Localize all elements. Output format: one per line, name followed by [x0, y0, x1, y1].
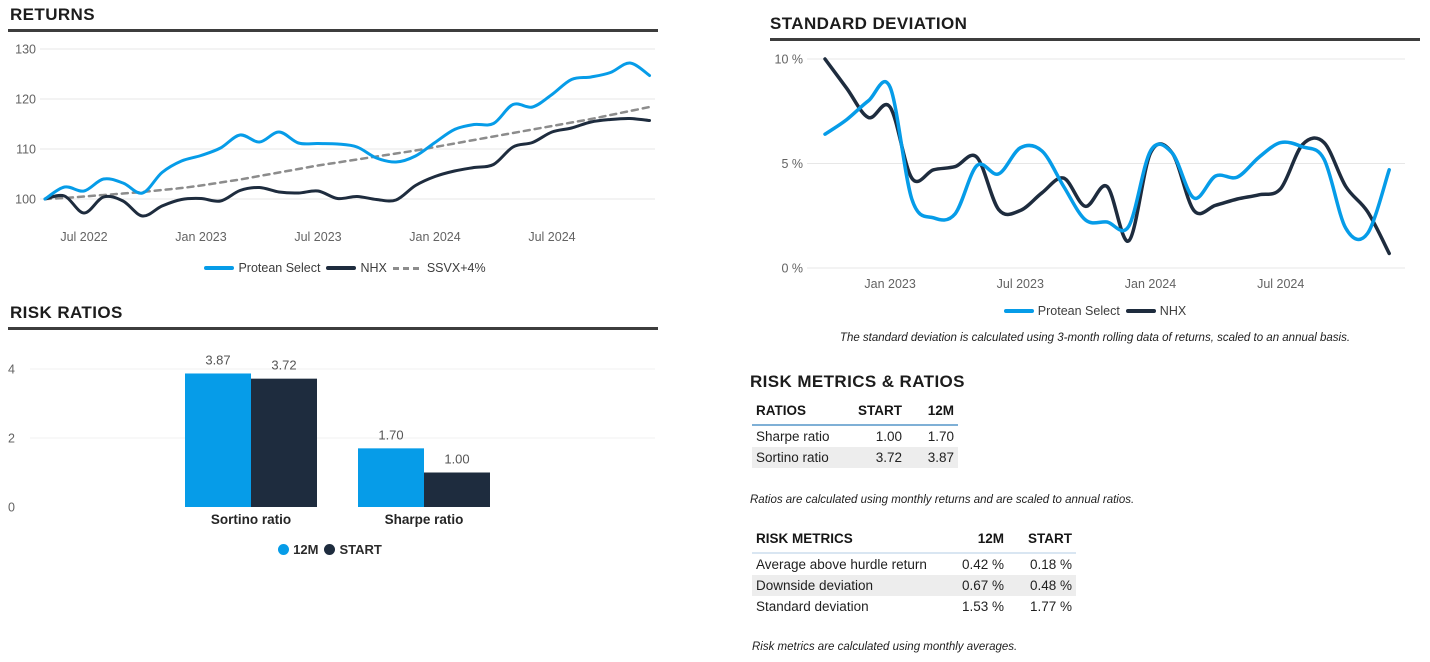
table-row — [752, 447, 958, 468]
table-cell: 0.18 % — [1029, 557, 1072, 572]
y-axis-label: 120 — [15, 92, 36, 107]
ratios-table — [752, 400, 958, 468]
risk-ratios-title: RISK RATIOS — [10, 303, 123, 322]
legend-label: Protean Select — [238, 261, 321, 275]
protean-select-line-icon — [204, 266, 234, 270]
legend-label: START — [339, 542, 382, 557]
protean-select-line-icon — [1004, 309, 1034, 313]
table-cell: 0.48 % — [1029, 578, 1072, 593]
standard-deviation-chart — [745, 44, 1430, 300]
sharpe-ratio-start-bar — [424, 473, 490, 508]
legend-item-ssvx-4 — [393, 261, 486, 275]
data-table — [752, 528, 1076, 617]
standard-deviation-footnote: The standard deviation is calculated using 3-month rolling data of returns, scaled to an annual basis. — [839, 332, 1351, 344]
legend-label: Protean Select — [1037, 304, 1120, 318]
x-axis-label: Jul 2024 — [1257, 277, 1305, 291]
category-label: Sharpe ratio — [384, 512, 464, 527]
returns-title: RETURNS — [10, 5, 95, 24]
y-axis-label: 4 — [8, 362, 15, 377]
x-axis-label: Jan 2024 — [1124, 277, 1177, 291]
table-row — [752, 596, 1076, 617]
y-axis-label: 10 % — [774, 52, 803, 67]
table-cell: 1.53 % — [961, 599, 1004, 614]
x-axis-label: Jan 2023 — [864, 277, 916, 291]
data-table — [752, 400, 958, 468]
ratios-table-footnote: Ratios are calculated using monthly returns and are scaled to annual ratios. — [750, 494, 1135, 506]
column-header: START — [858, 403, 902, 418]
standard-deviation-title: STANDARD DEVIATION — [770, 14, 968, 33]
ssvx-4-line-icon — [393, 267, 423, 270]
legend-label: 12M — [293, 542, 319, 557]
legend-label: NHX — [1159, 304, 1187, 318]
table-cell: 0.67 % — [961, 578, 1004, 593]
bar-data-label: 1.70 — [378, 427, 404, 443]
bar-data-label: 3.72 — [271, 357, 297, 373]
table-cell: Average above hurdle return — [756, 557, 927, 572]
legend-item-nhx — [1126, 304, 1186, 318]
sharpe-ratio-12m-bar — [358, 448, 424, 507]
risk-metrics-title: RISK METRICS & RATIOS — [750, 372, 965, 391]
x-axis-label: Jan 2023 — [175, 230, 227, 244]
table-cell: 1.00 — [875, 429, 902, 444]
y-axis-label: 100 — [15, 192, 36, 207]
y-axis-label: 110 — [16, 142, 36, 157]
risk-ratios-legend — [0, 542, 660, 557]
table-row — [752, 425, 958, 447]
y-axis-label: 2 — [8, 431, 15, 446]
column-header: START — [1028, 531, 1072, 546]
table-header-row — [752, 400, 958, 425]
legend-item-start — [324, 542, 381, 557]
12m-dot-icon — [278, 544, 289, 555]
x-axis-label: Jan 2024 — [409, 230, 461, 244]
table-cell: 3.72 — [875, 450, 902, 465]
returns-legend — [0, 261, 660, 275]
standard-deviation-legend — [785, 304, 1405, 318]
metrics-table-footnote: Risk metrics are calculated using monthly averages. — [752, 641, 1018, 653]
legend-label: SSVX+4% — [426, 261, 486, 275]
table-header-row — [752, 528, 1076, 553]
protean-select-line — [825, 82, 1389, 240]
right-column — [745, 0, 1430, 662]
legend-item-protean-select — [1004, 304, 1120, 318]
nhx-line — [825, 59, 1389, 253]
column-header: 12M — [927, 403, 954, 418]
y-axis-label: 0 % — [781, 261, 803, 276]
column-header: RATIOS — [756, 403, 806, 418]
category-label: Sortino ratio — [210, 512, 292, 527]
x-axis-label: Jul 2023 — [996, 277, 1044, 291]
sortino-ratio-12m-bar — [185, 373, 251, 507]
y-axis-label: 130 — [15, 42, 36, 57]
x-axis-label: Jul 2023 — [294, 230, 342, 244]
table-cell: Standard deviation — [756, 599, 869, 614]
risk-ratios-title-rule — [8, 327, 658, 330]
nhx-line-icon — [1126, 309, 1156, 313]
table-cell: 1.70 — [927, 429, 954, 444]
x-axis-label: Jul 2024 — [528, 230, 576, 244]
returns-chart — [0, 36, 660, 250]
legend-item-nhx — [326, 261, 386, 275]
y-axis-label: 0 — [8, 500, 15, 515]
table-cell: 3.87 — [927, 450, 954, 465]
column-header: RISK METRICS — [756, 531, 853, 546]
column-header: 12M — [977, 531, 1004, 546]
table-cell: 1.77 % — [1029, 599, 1072, 614]
legend-item-12m — [278, 542, 318, 557]
legend-label: NHX — [360, 261, 387, 275]
standard-deviation-title-rule — [770, 38, 1420, 41]
metrics-table — [752, 528, 1076, 617]
table-cell: Sharpe ratio — [756, 429, 830, 444]
y-axis-label: 5 % — [781, 157, 803, 171]
table-row — [752, 553, 1076, 575]
table-cell: Sortino ratio — [756, 450, 829, 465]
x-axis-label: Jul 2022 — [60, 230, 108, 244]
bar-data-label: 1.00 — [444, 451, 470, 467]
legend-item-protean-select — [204, 261, 320, 275]
ssvx-4-line — [45, 107, 650, 199]
sortino-ratio-start-bar — [251, 379, 317, 507]
risk-ratios-chart — [0, 334, 660, 534]
table-cell: 0.42 % — [961, 557, 1004, 572]
nhx-line — [45, 118, 650, 216]
table-cell: Downside deviation — [756, 578, 874, 593]
returns-title-rule — [8, 29, 658, 32]
table-row — [752, 575, 1076, 596]
bar-data-label: 3.87 — [205, 352, 231, 368]
nhx-line-icon — [326, 266, 356, 270]
start-dot-icon — [324, 544, 335, 555]
